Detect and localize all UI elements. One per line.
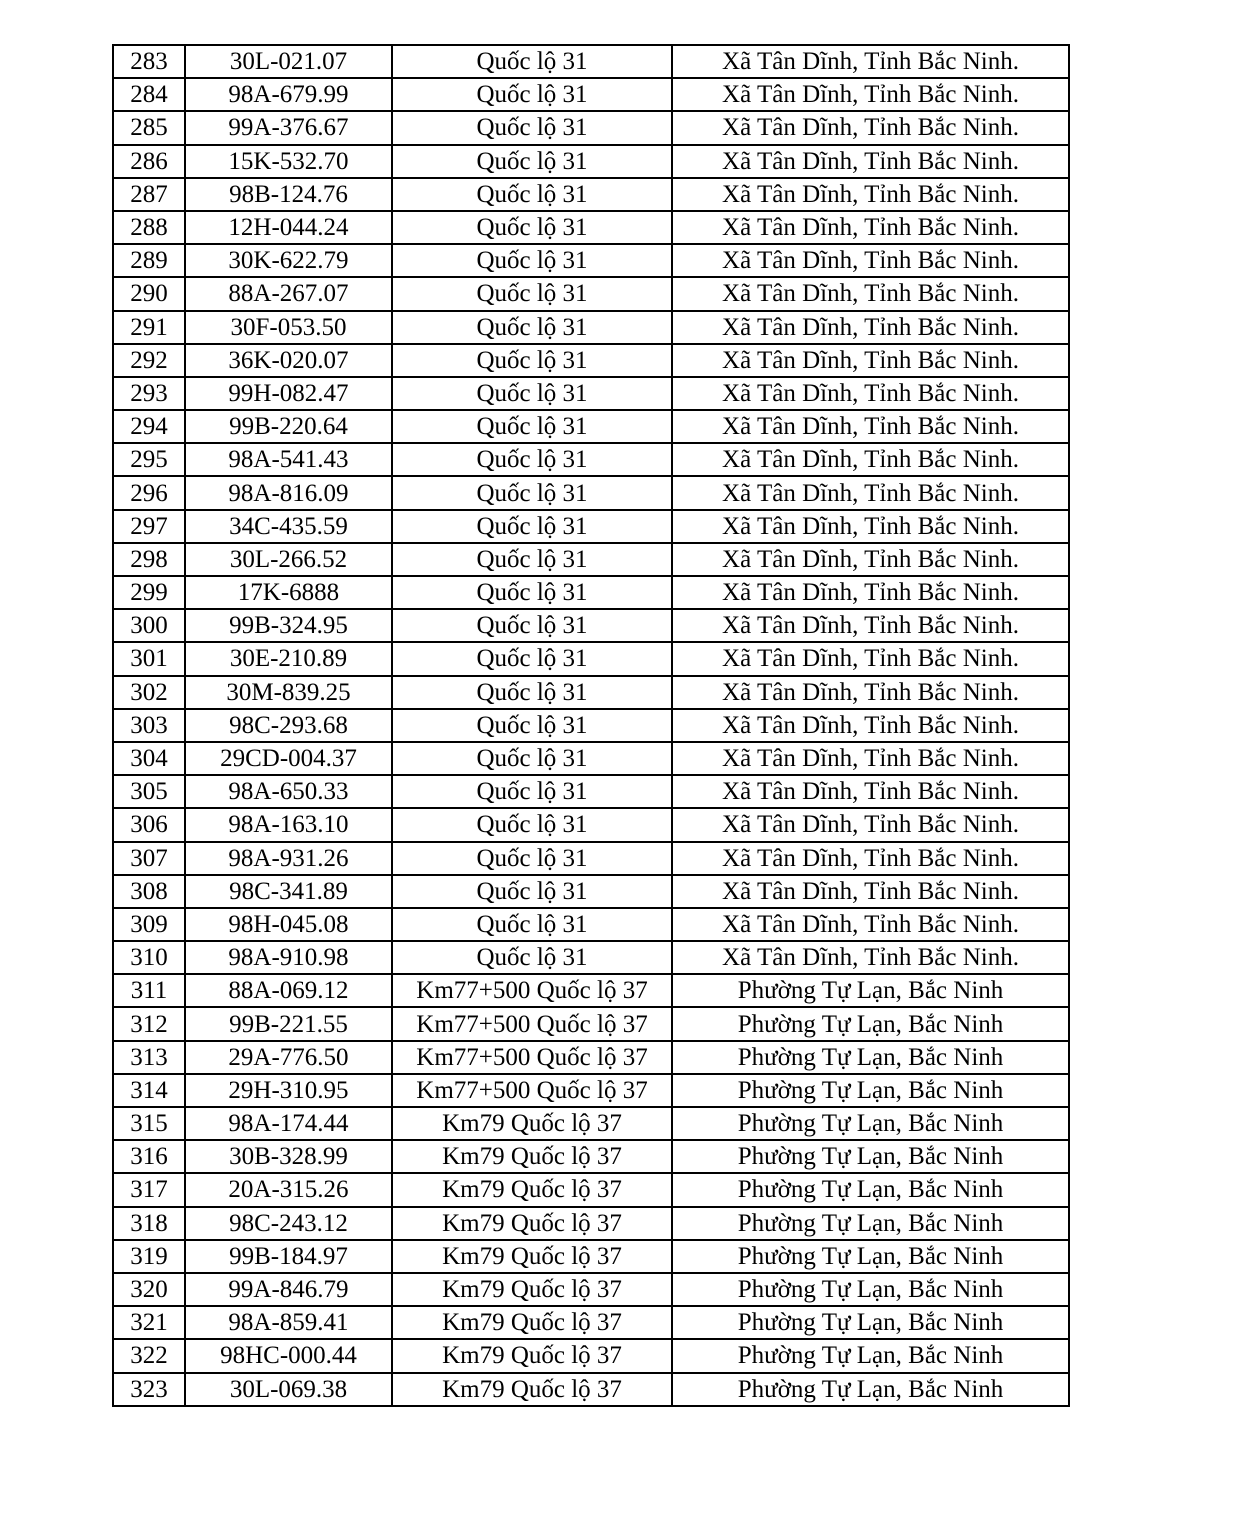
row-number-cell: 319: [113, 1240, 185, 1273]
license-plate-cell: 29A-776.50: [185, 1041, 392, 1074]
road-cell: Km79 Quốc lộ 37: [392, 1140, 672, 1173]
road-cell: Quốc lộ 31: [392, 742, 672, 775]
license-plate-cell: 99A-846.79: [185, 1273, 392, 1306]
road-cell: Km77+500 Quốc lộ 37: [392, 1074, 672, 1107]
location-cell: Xã Tân Dĩnh, Tỉnh Bắc Ninh.: [672, 609, 1069, 642]
location-cell: Xã Tân Dĩnh, Tỉnh Bắc Ninh.: [672, 875, 1069, 908]
location-cell: Xã Tân Dĩnh, Tỉnh Bắc Ninh.: [672, 742, 1069, 775]
table-row: [113, 277, 1069, 310]
location-cell: Xã Tân Dĩnh, Tỉnh Bắc Ninh.: [672, 410, 1069, 443]
table-row: [113, 1373, 1069, 1406]
location-cell: Xã Tân Dĩnh, Tỉnh Bắc Ninh.: [672, 808, 1069, 841]
license-plate-cell: 30F-053.50: [185, 311, 392, 344]
road-cell: Quốc lộ 31: [392, 344, 672, 377]
location-cell: Phường Tự Lạn, Bắc Ninh: [672, 974, 1069, 1007]
location-cell: Xã Tân Dĩnh, Tỉnh Bắc Ninh.: [672, 311, 1069, 344]
row-number-cell: 315: [113, 1107, 185, 1140]
road-cell: Quốc lộ 31: [392, 45, 672, 78]
table-row: [113, 642, 1069, 675]
license-plate-cell: 12H-044.24: [185, 211, 392, 244]
location-cell: Xã Tân Dĩnh, Tỉnh Bắc Ninh.: [672, 476, 1069, 509]
table-row: [113, 45, 1069, 78]
table-row: [113, 1173, 1069, 1206]
row-number-cell: 309: [113, 908, 185, 941]
road-cell: Quốc lộ 31: [392, 311, 672, 344]
license-plate-cell: 30B-328.99: [185, 1140, 392, 1173]
location-cell: Phường Tự Lạn, Bắc Ninh: [672, 1339, 1069, 1372]
table-row: [113, 808, 1069, 841]
table-row: [113, 344, 1069, 377]
license-plate-cell: 98B-124.76: [185, 178, 392, 211]
license-plate-cell: 98A-816.09: [185, 476, 392, 509]
table-row: [113, 875, 1069, 908]
table-row: [113, 1306, 1069, 1339]
location-cell: Xã Tân Dĩnh, Tỉnh Bắc Ninh.: [672, 775, 1069, 808]
license-plate-cell: 98A-859.41: [185, 1306, 392, 1339]
row-number-cell: 296: [113, 476, 185, 509]
row-number-cell: 313: [113, 1041, 185, 1074]
road-cell: Quốc lộ 31: [392, 178, 672, 211]
license-plate-cell: 15K-532.70: [185, 145, 392, 178]
table-row: [113, 1107, 1069, 1140]
location-cell: Xã Tân Dĩnh, Tỉnh Bắc Ninh.: [672, 576, 1069, 609]
license-plate-cell: 98A-174.44: [185, 1107, 392, 1140]
license-plate-cell: 17K-6888: [185, 576, 392, 609]
table-row: [113, 676, 1069, 709]
row-number-cell: 321: [113, 1306, 185, 1339]
road-cell: Quốc lộ 31: [392, 543, 672, 576]
license-plate-cell: 30L-021.07: [185, 45, 392, 78]
location-cell: Phường Tự Lạn, Bắc Ninh: [672, 1007, 1069, 1040]
location-cell: Xã Tân Dĩnh, Tỉnh Bắc Ninh.: [672, 510, 1069, 543]
license-plate-cell: 99A-376.67: [185, 111, 392, 144]
road-cell: Km77+500 Quốc lộ 37: [392, 1007, 672, 1040]
row-number-cell: 305: [113, 775, 185, 808]
license-plate-cell: 29CD-004.37: [185, 742, 392, 775]
location-cell: Phường Tự Lạn, Bắc Ninh: [672, 1173, 1069, 1206]
table-row: [113, 1074, 1069, 1107]
road-cell: Km79 Quốc lộ 37: [392, 1339, 672, 1372]
table-row: [113, 609, 1069, 642]
road-cell: Km79 Quốc lộ 37: [392, 1207, 672, 1240]
road-cell: Quốc lộ 31: [392, 808, 672, 841]
location-cell: Xã Tân Dĩnh, Tỉnh Bắc Ninh.: [672, 709, 1069, 742]
row-number-cell: 304: [113, 742, 185, 775]
row-number-cell: 285: [113, 111, 185, 144]
location-cell: Phường Tự Lạn, Bắc Ninh: [672, 1373, 1069, 1406]
license-plate-cell: 30E-210.89: [185, 642, 392, 675]
road-cell: Quốc lộ 31: [392, 676, 672, 709]
license-plate-cell: 30M-839.25: [185, 676, 392, 709]
row-number-cell: 299: [113, 576, 185, 609]
license-plate-cell: 99B-184.97: [185, 1240, 392, 1273]
location-cell: Xã Tân Dĩnh, Tỉnh Bắc Ninh.: [672, 45, 1069, 78]
license-plate-cell: 98HC-000.44: [185, 1339, 392, 1372]
table-row: [113, 377, 1069, 410]
road-cell: Km79 Quốc lộ 37: [392, 1273, 672, 1306]
location-cell: Phường Tự Lạn, Bắc Ninh: [672, 1074, 1069, 1107]
row-number-cell: 323: [113, 1373, 185, 1406]
table-row: [113, 775, 1069, 808]
road-cell: Quốc lộ 31: [392, 410, 672, 443]
road-cell: Quốc lộ 31: [392, 510, 672, 543]
road-cell: Km77+500 Quốc lộ 37: [392, 974, 672, 1007]
road-cell: Km79 Quốc lộ 37: [392, 1107, 672, 1140]
location-cell: Phường Tự Lạn, Bắc Ninh: [672, 1107, 1069, 1140]
road-cell: Km79 Quốc lộ 37: [392, 1173, 672, 1206]
location-cell: Phường Tự Lạn, Bắc Ninh: [672, 1273, 1069, 1306]
table-row: [113, 410, 1069, 443]
location-cell: Xã Tân Dĩnh, Tỉnh Bắc Ninh.: [672, 344, 1069, 377]
location-cell: Xã Tân Dĩnh, Tỉnh Bắc Ninh.: [672, 277, 1069, 310]
location-cell: Xã Tân Dĩnh, Tỉnh Bắc Ninh.: [672, 211, 1069, 244]
license-plate-cell: 99B-324.95: [185, 609, 392, 642]
road-cell: Quốc lộ 31: [392, 145, 672, 178]
table-row: [113, 1240, 1069, 1273]
row-number-cell: 292: [113, 344, 185, 377]
license-plate-cell: 88A-069.12: [185, 974, 392, 1007]
location-cell: Xã Tân Dĩnh, Tỉnh Bắc Ninh.: [672, 377, 1069, 410]
table-row: [113, 1007, 1069, 1040]
location-cell: Phường Tự Lạn, Bắc Ninh: [672, 1140, 1069, 1173]
table-row: [113, 543, 1069, 576]
row-number-cell: 320: [113, 1273, 185, 1306]
license-plate-cell: 99H-082.47: [185, 377, 392, 410]
road-cell: Quốc lộ 31: [392, 111, 672, 144]
license-plate-cell: 98H-045.08: [185, 908, 392, 941]
road-cell: Km79 Quốc lộ 37: [392, 1306, 672, 1339]
row-number-cell: 290: [113, 277, 185, 310]
license-plate-cell: 88A-267.07: [185, 277, 392, 310]
license-plate-cell: 99B-220.64: [185, 410, 392, 443]
location-cell: Xã Tân Dĩnh, Tỉnh Bắc Ninh.: [672, 111, 1069, 144]
table-row: [113, 443, 1069, 476]
road-cell: Km77+500 Quốc lộ 37: [392, 1041, 672, 1074]
road-cell: Quốc lộ 31: [392, 775, 672, 808]
row-number-cell: 302: [113, 676, 185, 709]
row-number-cell: 291: [113, 311, 185, 344]
license-plate-cell: 36K-020.07: [185, 344, 392, 377]
road-cell: Quốc lộ 31: [392, 908, 672, 941]
table-row: [113, 145, 1069, 178]
row-number-cell: 288: [113, 211, 185, 244]
row-number-cell: 300: [113, 609, 185, 642]
table-row: [113, 1041, 1069, 1074]
location-cell: Phường Tự Lạn, Bắc Ninh: [672, 1207, 1069, 1240]
row-number-cell: 310: [113, 941, 185, 974]
row-number-cell: 317: [113, 1173, 185, 1206]
row-number-cell: 311: [113, 974, 185, 1007]
license-plate-cell: 98A-541.43: [185, 443, 392, 476]
location-cell: Xã Tân Dĩnh, Tỉnh Bắc Ninh.: [672, 443, 1069, 476]
row-number-cell: 287: [113, 178, 185, 211]
license-plate-cell: 98A-931.26: [185, 842, 392, 875]
license-plate-cell: 30L-069.38: [185, 1373, 392, 1406]
road-cell: Quốc lộ 31: [392, 842, 672, 875]
table-row: [113, 510, 1069, 543]
road-cell: Quốc lộ 31: [392, 642, 672, 675]
table-row: [113, 78, 1069, 111]
license-plate-cell: 98A-163.10: [185, 808, 392, 841]
license-plate-cell: 98A-679.99: [185, 78, 392, 111]
license-plate-cell: 30K-622.79: [185, 244, 392, 277]
table-row: [113, 576, 1069, 609]
table-row: [113, 111, 1069, 144]
row-number-cell: 293: [113, 377, 185, 410]
row-number-cell: 295: [113, 443, 185, 476]
table-row: [113, 1273, 1069, 1306]
row-number-cell: 301: [113, 642, 185, 675]
road-cell: Quốc lộ 31: [392, 443, 672, 476]
table-row: [113, 1140, 1069, 1173]
row-number-cell: 314: [113, 1074, 185, 1107]
road-cell: Quốc lộ 31: [392, 709, 672, 742]
location-cell: Phường Tự Lạn, Bắc Ninh: [672, 1041, 1069, 1074]
row-number-cell: 307: [113, 842, 185, 875]
license-plate-cell: 29H-310.95: [185, 1074, 392, 1107]
road-cell: Quốc lộ 31: [392, 576, 672, 609]
row-number-cell: 312: [113, 1007, 185, 1040]
table-row: [113, 974, 1069, 1007]
location-cell: Phường Tự Lạn, Bắc Ninh: [672, 1240, 1069, 1273]
road-cell: Quốc lộ 31: [392, 941, 672, 974]
road-cell: Quốc lộ 31: [392, 609, 672, 642]
license-plate-cell: 20A-315.26: [185, 1173, 392, 1206]
location-cell: Xã Tân Dĩnh, Tỉnh Bắc Ninh.: [672, 244, 1069, 277]
license-plate-cell: 98C-293.68: [185, 709, 392, 742]
violation-table: [112, 44, 1070, 1407]
license-plate-cell: 98A-910.98: [185, 941, 392, 974]
row-number-cell: 294: [113, 410, 185, 443]
road-cell: Quốc lộ 31: [392, 875, 672, 908]
road-cell: Quốc lộ 31: [392, 78, 672, 111]
license-plate-cell: 98A-650.33: [185, 775, 392, 808]
row-number-cell: 318: [113, 1207, 185, 1240]
table-row: [113, 244, 1069, 277]
road-cell: Quốc lộ 31: [392, 377, 672, 410]
road-cell: Km79 Quốc lộ 37: [392, 1373, 672, 1406]
row-number-cell: 303: [113, 709, 185, 742]
location-cell: Xã Tân Dĩnh, Tỉnh Bắc Ninh.: [672, 676, 1069, 709]
road-cell: Quốc lộ 31: [392, 476, 672, 509]
road-cell: Km79 Quốc lộ 37: [392, 1240, 672, 1273]
row-number-cell: 308: [113, 875, 185, 908]
road-cell: Quốc lộ 31: [392, 211, 672, 244]
table-row: [113, 311, 1069, 344]
table-row: [113, 908, 1069, 941]
table-row: [113, 476, 1069, 509]
license-plate-cell: 98C-243.12: [185, 1207, 392, 1240]
row-number-cell: 284: [113, 78, 185, 111]
license-plate-cell: 34C-435.59: [185, 510, 392, 543]
location-cell: Phường Tự Lạn, Bắc Ninh: [672, 1306, 1069, 1339]
table-row: [113, 211, 1069, 244]
location-cell: Xã Tân Dĩnh, Tỉnh Bắc Ninh.: [672, 78, 1069, 111]
location-cell: Xã Tân Dĩnh, Tỉnh Bắc Ninh.: [672, 941, 1069, 974]
row-number-cell: 316: [113, 1140, 185, 1173]
row-number-cell: 297: [113, 510, 185, 543]
license-plate-cell: 99B-221.55: [185, 1007, 392, 1040]
location-cell: Xã Tân Dĩnh, Tỉnh Bắc Ninh.: [672, 908, 1069, 941]
table-row: [113, 842, 1069, 875]
row-number-cell: 289: [113, 244, 185, 277]
table-row: [113, 1339, 1069, 1372]
location-cell: Xã Tân Dĩnh, Tỉnh Bắc Ninh.: [672, 842, 1069, 875]
road-cell: Quốc lộ 31: [392, 244, 672, 277]
road-cell: Quốc lộ 31: [392, 277, 672, 310]
license-plate-cell: 30L-266.52: [185, 543, 392, 576]
table-row: [113, 1207, 1069, 1240]
table-body: [113, 45, 1069, 1406]
table-row: [113, 709, 1069, 742]
location-cell: Xã Tân Dĩnh, Tỉnh Bắc Ninh.: [672, 145, 1069, 178]
table-row: [113, 742, 1069, 775]
row-number-cell: 306: [113, 808, 185, 841]
row-number-cell: 286: [113, 145, 185, 178]
location-cell: Xã Tân Dĩnh, Tỉnh Bắc Ninh.: [672, 178, 1069, 211]
license-plate-cell: 98C-341.89: [185, 875, 392, 908]
table-row: [113, 178, 1069, 211]
location-cell: Xã Tân Dĩnh, Tỉnh Bắc Ninh.: [672, 642, 1069, 675]
row-number-cell: 298: [113, 543, 185, 576]
location-cell: Xã Tân Dĩnh, Tỉnh Bắc Ninh.: [672, 543, 1069, 576]
row-number-cell: 283: [113, 45, 185, 78]
table-row: [113, 941, 1069, 974]
row-number-cell: 322: [113, 1339, 185, 1372]
